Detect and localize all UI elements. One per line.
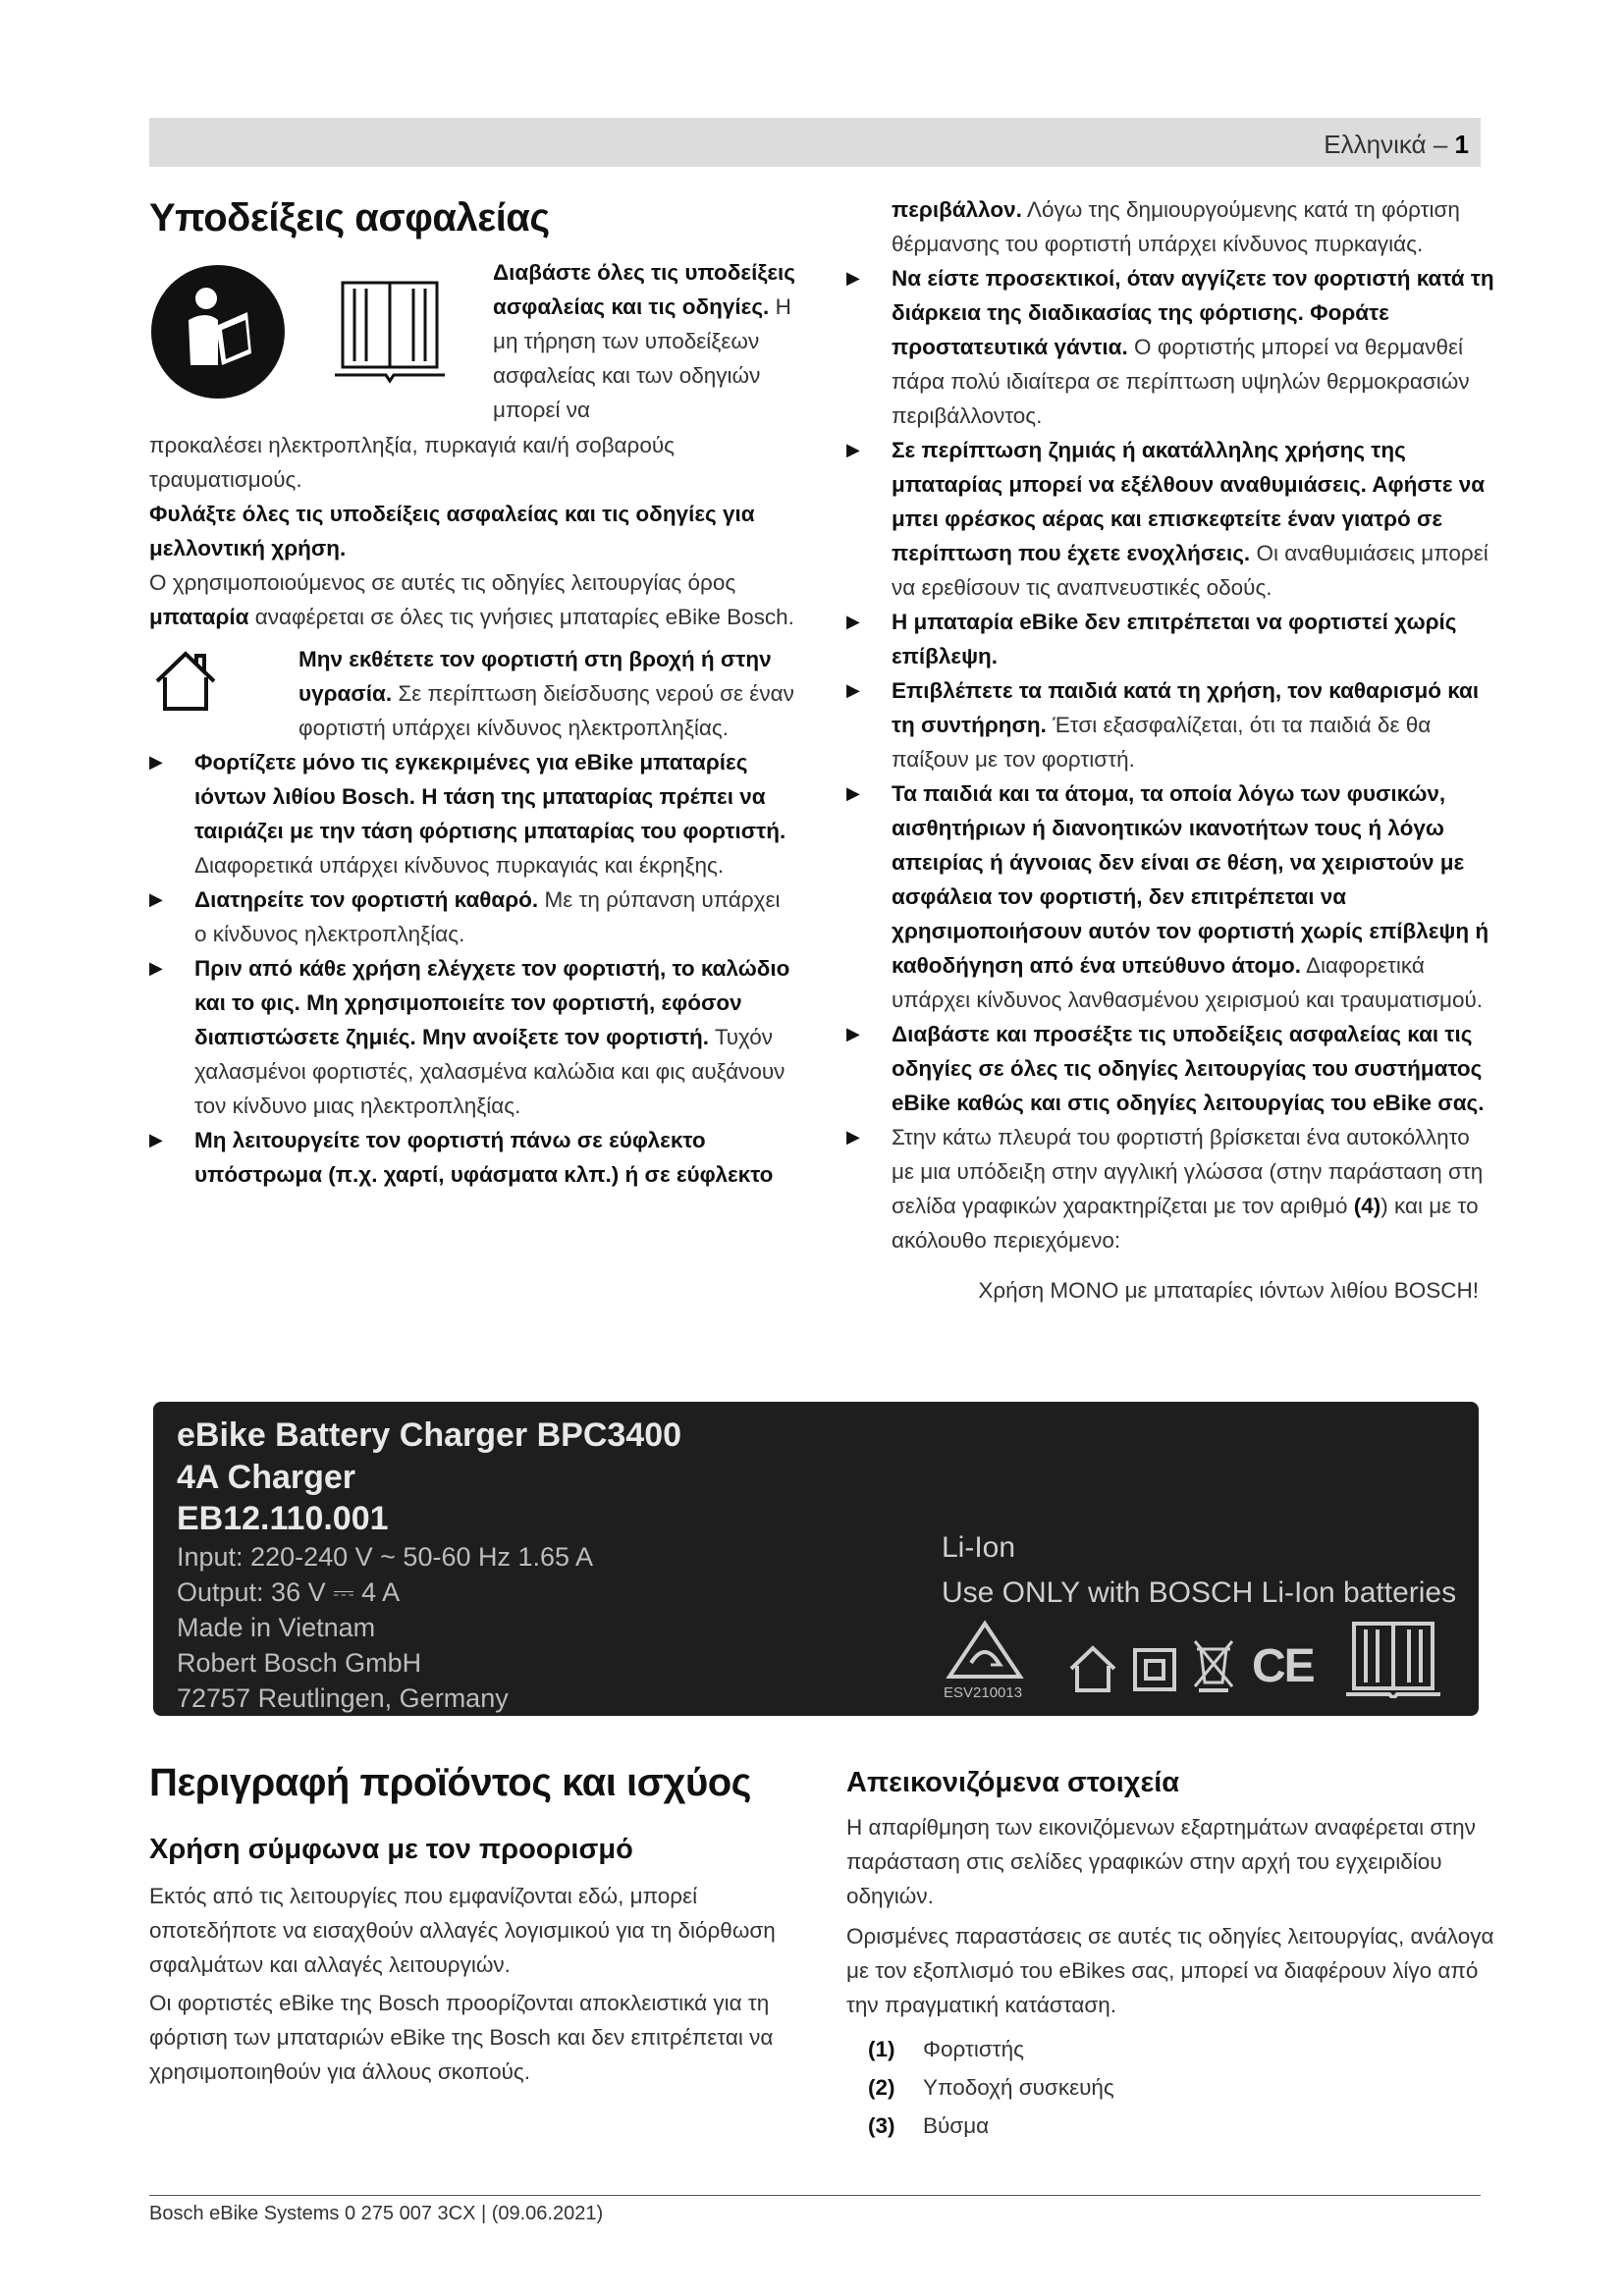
footer-text: Bosch eBike Systems 0 275 007 3CX | (09.06.2021) xyxy=(149,2203,604,2224)
intended-use-p1: Εκτός από τις λειτουργίες που εμφανίζονται εδώ, μπορεί οποτεδήποτε να εισαχθούν αλλαγές λογισμικού για τη διόρθωση σφαλμάτων και αλλαγές λειτουργιών. xyxy=(149,1884,776,1977)
label-warning: Use ONLY with BOSCH Li-Ion batteries xyxy=(942,1576,1457,1609)
header-separator: – xyxy=(1433,130,1448,159)
components-list xyxy=(846,2032,1494,2143)
bullet-bold: Να είστε προσεκτικοί, όταν αγγίζετε τον φορτιστή κατά τη διάρκεια της διαδικασίας της φόρτισης. Φοράτε προστατευτικά γάντια. xyxy=(892,266,1494,359)
bullet-bold: Διατηρείτε τον φορτιστή καθαρό. xyxy=(194,887,539,912)
bullet-text: Ο φορτιστής μπορεί να θερμανθεί πάρα πολύ ιδιαίτερα σε περίπτωση υψηλών θερμοκρασιών περιβάλλοντος. xyxy=(892,335,1470,428)
bullet-text: Έτσι εξασφαλίζεται, ότι τα παιδιά δε θα παίξουν με τον φορτιστή. xyxy=(892,713,1432,772)
rcm-mark-icon xyxy=(946,1620,1024,1681)
warning-icons xyxy=(149,255,797,428)
components-p2: Ορισμένες παραστάσεις σε αυτές τις οδηγίες λειτουργίας, ανάλογα με τον εξοπλισμό του eBikes σας, μπορεί να διαφέρουν λίγο από την πραγματική κατάσταση. xyxy=(846,1924,1494,2017)
footer-rule xyxy=(149,2195,1481,2196)
intro-continuation: προκαλέσει ηλεκτροπληξία, πυρκαγιά και/ή σοβαρούς τραυματισμούς. xyxy=(149,433,675,492)
rain-bold: Μην εκθέτετε τον φορτιστή στη βροχή ή στην υγρασία. xyxy=(298,647,772,706)
right-bullet-6 xyxy=(846,1017,1494,1120)
rain-text: Σε περίπτωση διείσδυσης νερού σε έναν φορτιστή υπάρχει κίνδυνος ηλεκτροπληξίας. xyxy=(298,681,794,740)
intro-paragraph xyxy=(493,255,797,427)
right-column xyxy=(846,192,1494,1308)
label-right xyxy=(942,1525,1456,1616)
right-bullet-1 xyxy=(846,261,1494,433)
component-label: Υποδοχή συσκευής xyxy=(923,2075,1114,2100)
component-item xyxy=(846,2070,1494,2105)
keep-instructions: Φυλάξτε όλες τις υποδείξεις ασφαλείας και τις οδηγίες για μελλοντική χρήση. xyxy=(149,502,755,561)
label-model: 4A Charger xyxy=(177,1459,356,1496)
sticker-text-end: ) και με το ακόλουθο περιεχόμενο: xyxy=(892,1194,1479,1253)
components-p1: Η απαρίθμηση των εικονιζόμενων εξαρτημάτων αναφέρεται στην παράσταση στις σελίδες γραφικών στην αρχή του εγχειριδίου οδηγιών. xyxy=(846,1815,1476,1908)
intro-bold: Διαβάστε όλες τις υποδείξεις ασφαλείας και τις οδηγίες. xyxy=(493,260,795,319)
continuation-bold: περιβάλλον. xyxy=(892,197,1022,222)
component-label: Βύσμα xyxy=(923,2113,990,2138)
sticker-text: Στην κάτω πλευρά του φορτιστή βρίσκεται ένα αυτοκόλλητο με μια υπόδειξη στην αγγλική γλώσσα (στην παράσταση στη σελίδα γραφικών χαρακτηρίζεται με τον αριθμό xyxy=(892,1125,1484,1218)
left-bullet-4 xyxy=(149,1123,797,1192)
sticker-bullet xyxy=(846,1120,1494,1257)
bullet-bold: Πριν από κάθε χρήση ελέγχετε τον φορτιστή, το καλώδιο και το φις. Μη χρησιμοποιείτε τον φορτιστή, εφόσον διαπιστώσετε ζημιές. Μην ανοίξετε τον φορτιστή. xyxy=(194,956,790,1049)
right-bullet-3 xyxy=(846,605,1494,673)
label-product: eBike Battery Charger BPC3400 xyxy=(177,1416,682,1454)
weee-bin-icon xyxy=(1191,1637,1236,1692)
continuation-text: Λόγω της δημιουργούμενης κατά τη φόρτιση θέρμανσης του φορτιστή υπάρχει κίνδυνος πυρκαγιάς. xyxy=(892,197,1460,256)
term-post: αναφέρεται σε όλες τις γνήσιες μπαταρίες eBike Bosch. xyxy=(254,605,794,629)
label-left xyxy=(177,1414,681,1716)
component-item xyxy=(846,2032,1494,2066)
left-bullet-2 xyxy=(149,882,797,951)
label-cert: ESV210013 xyxy=(944,1684,1023,1701)
manual-book-icon xyxy=(1344,1620,1442,1698)
right-bullet-2 xyxy=(846,433,1494,605)
header-language: Ελληνικά xyxy=(1324,130,1427,159)
label-input: Input: 220-240 V ~ 50-60 Hz 1.65 A xyxy=(177,1542,594,1572)
component-label: Φορτιστής xyxy=(923,2037,1024,2061)
safety-title: Υποδείξεις ασφαλείας xyxy=(149,196,550,240)
left-bullet-1 xyxy=(149,745,797,882)
left-bullet-3 xyxy=(149,951,797,1123)
indoor-use-icon xyxy=(1067,1643,1118,1694)
read-manual-icon xyxy=(149,263,287,400)
rain-warning xyxy=(149,642,797,745)
sticker-number: (4) xyxy=(1353,1194,1381,1218)
left-column xyxy=(149,192,797,1192)
bullet-text: Διαφορετικά υπάρχει κίνδυνος πυρκαγιάς και έκρηξης. xyxy=(194,853,725,878)
label-symbols xyxy=(942,1620,1452,1702)
bullet-bold: Διαβάστε και προσέξτε τις υποδείξεις ασφαλείας και τις οδηγίες σε όλες τις οδηγίες λειτουργίας του συστήματος eBike καθώς και στις οδηγίες λειτουργίας του eBike σας. xyxy=(892,1022,1485,1115)
bullet-text: Διαφορετικά υπάρχει κίνδυνος λανθασμένου χειρισμού και τραυματισμού. xyxy=(892,953,1484,1012)
charger-label xyxy=(153,1402,1479,1716)
product-section xyxy=(149,1757,797,2089)
bullet-text: Με τη ρύπανση υπάρχει ο κίνδυνος ηλεκτροπληξίας. xyxy=(194,887,781,946)
right-bullet-4 xyxy=(846,673,1494,776)
term-paragraph xyxy=(149,565,797,634)
bullet-bold: Σε περίπτωση ζημιάς ή ακατάλληλης χρήσης της μπαταρίας μπορεί να εξέλθουν αναθυμιάσεις. Αφήστε να μπει φρέσκος αέρας και επισκεφτείτε έναν γιατρό σε περίπτωση που έχετε ενοχλήσεις. xyxy=(892,438,1486,565)
label-output: Output: 36 V ⎓ 4 A xyxy=(177,1577,401,1607)
intended-use-p2: Οι φορτιστές eBike της Bosch προορίζονται αποκλειστικά για τη φόρτιση των μπαταριών eBike της Bosch και δεν επιτρέπεται να χρησιμοποιηθούν για άλλους σκοπούς. xyxy=(149,1991,774,2084)
header-bar xyxy=(149,118,1481,167)
double-insulation-icon xyxy=(1132,1647,1177,1692)
term-bold: μπαταρία xyxy=(149,605,249,629)
right-bullet-5 xyxy=(846,776,1494,1017)
bullet-bold: Φορτίζετε μόνο τις εγκεκριμένες για eBike μπαταρίες ιόντων λιθίου Bosch. Η τάση της μπαταρίας πρέπει να ταιριάζει με την τάση φόρτισης μπαταρίας του φορτιστή. xyxy=(194,750,786,843)
indoor-use-icon xyxy=(151,646,220,715)
right-continuation xyxy=(846,192,1494,261)
bullet-bold: Μη λειτουργείτε τον φορτιστή πάνω σε εύφλεκτο υπόστρωμα (π.χ. χαρτί, υφάσματα κλπ.) ή σε εύφλεκτο xyxy=(194,1128,774,1187)
intended-use-title: Χρήση σύμφωνα με τον προορισμό xyxy=(149,1834,633,1865)
component-number: (3) xyxy=(868,2113,895,2138)
bullet-bold: Η μπαταρία eBike δεν επιτρέπεται να φορτιστεί χωρίς επίβλεψη. xyxy=(892,610,1457,668)
bullet-bold: Τα παιδιά και τα άτομα, τα οποία λόγω των φυσικών, αισθητήριων ή διανοητικών ικανοτήτων τους ή λόγω απειρίας ή άγνοιας δεν είναι σε θέση, να χειριστούν με ασφάλεια τον φορτιστή, δεν επιτρέπεται να χρησιμοποιήσουν αυτόν τον φορτιστή χωρίς επίβλεψη ή καθοδήγηση από ένα υπεύθυνο άτομο. xyxy=(892,781,1489,978)
bullet-bold: Επιβλέπετε τα παιδιά κατά τη χρήση, τον καθαρισμό και τη συντήρηση. xyxy=(892,678,1480,737)
page-number: 1 xyxy=(1454,130,1469,159)
book-icon xyxy=(331,277,449,385)
term-pre: Ο χρησιμοποιούμενος σε αυτές τις οδηγίες λειτουργίας όρος xyxy=(149,570,736,595)
bullet-text: Τυχόν χαλασμένοι φορτιστές, χαλασμένα καλώδια και φις αυξάνουν τον κίνδυνο μιας ηλεκτροπληξίας. xyxy=(194,1025,785,1118)
intro-text: Η μη τήρηση των υποδείξεων ασφαλείας και των οδηγιών μπορεί να xyxy=(493,294,791,422)
label-made-in: Made in Vietnam xyxy=(177,1613,376,1642)
components-section xyxy=(846,1763,1494,2143)
bullet-text: Οι αναθυμιάσεις μπορεί να ερεθίσουν τις αναπνευστικές οδούς. xyxy=(892,541,1489,600)
label-chemistry: Li-Ion xyxy=(942,1531,1016,1564)
label-address: 72757 Reutlingen, Germany xyxy=(177,1683,509,1713)
label-company: Robert Bosch GmbH xyxy=(177,1648,422,1678)
component-number: (2) xyxy=(868,2075,895,2100)
product-title: Περιγραφή προϊόντος και ισχύος xyxy=(149,1761,751,1804)
page-header xyxy=(1324,130,1469,160)
components-title: Απεικονιζόμενα στοιχεία xyxy=(846,1767,1180,1798)
component-item xyxy=(846,2109,1494,2143)
component-number: (1) xyxy=(868,2037,895,2061)
usage-note: Χρήση ΜΟΝΟ με μπαταρίες ιόντων λιθίου BOSCH! xyxy=(978,1278,1479,1303)
label-part-number: EB12.110.001 xyxy=(177,1500,389,1537)
ce-mark: CE xyxy=(1252,1640,1314,1692)
